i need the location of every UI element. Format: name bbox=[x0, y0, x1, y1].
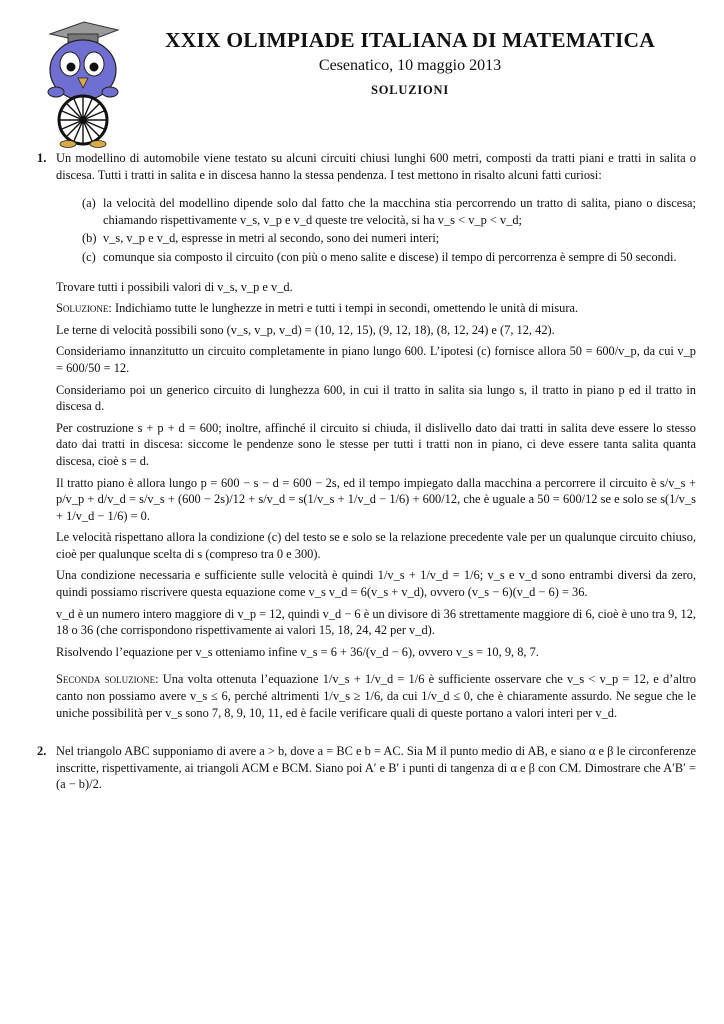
problem-2 bbox=[37, 743, 696, 793]
solution-paragraph: Il tratto piano è allora lungo p = 600 − s − d = 600 − 2s, ed il tempo impiegato dalla macchina a percorrere il circuito è s/v_s + p/v_p + d/v_d = s/v_s + (600 − 2s)/12 + s/v_d = s(1/v_s + 1/v_d − 1/6) + 600/12, che è uguale a 50 = 600/12 se e solo se s(1/v_s + 1/v_d − 1/6) = 0. bbox=[56, 475, 696, 523]
item-text: v_s, v_p e v_d, espresse in metri al secondo, sono dei numeri interi; bbox=[103, 231, 440, 246]
solution-intro: Soluzione: Indichiamo tutte le lunghezze in metri e tutti i tempi in secondi, omettendo le unità di misura. bbox=[56, 301, 579, 316]
solution-paragraph: Per costruzione s + p + d = 600; inoltre, affinché il circuito si chiuda, il dislivello dato dai tratti in salita deve essere lo stesso dato dai tratti in discesa: siccome le pendenze sono le stesse per tutti i tratti non in piano, ci deve essere tanta salita quanta discesa, cioè s = d. bbox=[56, 420, 696, 468]
problem-statement: Un modellino di automobile viene testato su alcuni circuiti chiusi lunghi 600 metri, composti da tratti piani e tratti in salita o discesa. Tutti i tratti in salita e in discesa hanno la stessa pendenza. I test mettono in risalto alcuni fatti curiosi: bbox=[56, 151, 696, 182]
item-label: (a) bbox=[82, 196, 96, 211]
problem-number: 1. bbox=[37, 151, 47, 165]
list-item bbox=[82, 230, 696, 247]
document-body bbox=[37, 150, 696, 793]
problem-1 bbox=[37, 150, 696, 721]
solution-paragraph: Le velocità rispettano allora la condizione (c) del testo se e solo se la relazione precedente vale per un qualunque circuito chiuso, cioè per qualunque scelta di s (compreso tra 0 e 300). bbox=[56, 530, 696, 561]
problem-number: 2. bbox=[37, 744, 47, 759]
solution-paragraph: Risolvendo l’equazione per v_s otteniamo infine v_s = 6 + 36/(v_d − 6), ovvero v_s = 10, 9, 8, 7. bbox=[56, 644, 539, 659]
item-text: la velocità del modellino dipende solo dal fatto che la macchina stia percorrendo un tratto di salita, piano o discesa; chiamando rispettivamente v_s, v_p e v_d queste tre velocità, si ha v_s < v_p < v_d; bbox=[103, 196, 696, 227]
solution-paragraph: Le terne di velocità possibili sono (v_s, v_p, v_d) = (10, 12, 15), (9, 12, 18), (8, 12, 24) e (7, 12, 42). bbox=[56, 322, 555, 337]
place-and-date: Cesenatico, 10 maggio 2013 bbox=[318, 57, 502, 74]
item-text: comunque sia composto il circuito (con più o meno salite e discese) il tempo di percorrenza è sempre di 50 secondi. bbox=[103, 249, 677, 264]
solutions-heading: SOLUZIONI bbox=[370, 83, 450, 97]
problem-question: Trovare tutti i possibili valori di v_s, v_p e v_d. bbox=[56, 279, 293, 294]
solution-paragraph: Consideriamo poi un generico circuito di lunghezza 600, in cui il tratto in salita sia lungo s, il tratto in piano p ed il tratto in discesa d. bbox=[56, 382, 696, 414]
competition-title: XXIX OLIMPIADE ITALIANA DI MATEMATICA bbox=[165, 28, 655, 52]
solution-label: Soluzione: bbox=[56, 301, 112, 316]
list-item bbox=[82, 195, 696, 228]
list-item bbox=[82, 249, 696, 266]
conditions-list bbox=[82, 195, 696, 265]
item-label: (b) bbox=[82, 231, 97, 246]
second-solution-label: Seconda soluzione: bbox=[56, 672, 159, 687]
second-solution: Seconda soluzione: Una volta ottenuta l’equazione 1/v_s + 1/v_d = 1/6 è sufficiente osservare che v_s < v_p = 12, e d’altro canto non possiamo avere v_s ≤ 6, perché altrimenti 1/v_s ≥ 1/6, da cui 1/v_d ≤ 0, che è chiaramente assurdo. Ne segue che le uniche possibilità per v_s sono 7, 8, 9, 10, 11, ed è facile verificare quali di queste portano a valori interi per v_d. bbox=[56, 672, 696, 720]
solution-paragraph: Una condizione necessaria e sufficiente sulle velocità è quindi 1/v_s + 1/v_d = 1/6; v_s e v_d sono entrambi diversi da zero, quindi possiamo riscrivere questa equazione come v_s v_d = 6(v_s + v_d), ovvero (v_s − 6)(v_d − 6) = 36. bbox=[56, 568, 696, 600]
problem-statement: Nel triangolo ABC supponiamo di avere a > b, dove a = BC e b = AC. Sia M il punto medio di AB, e siano α e β le circonferenze inscritte, rispettivamente, ai triangoli ACM e BCM. Siano poi A′ e B′ i punti di tangenza di α e β con CM. Dimostrare che A′B′ = (a − b)/2. bbox=[56, 744, 696, 792]
solution-paragraph: Consideriamo innanzitutto un circuito completamente in piano lungo 600. L’ipotesi (c) fornisce allora 50 = 600/v_p, da cui v_p = 600/50 = 12. bbox=[56, 344, 696, 375]
olympiad-owl-logo bbox=[38, 20, 128, 150]
solution-paragraph: v_d è un numero intero maggiore di v_p = 12, quindi v_d − 6 è un divisore di 36 strettamente maggiore di 6, cioè è uno tra 9, 12, 18 o 36 (che corrispondono rispettivamente ai valori 15, 18, 24, 42 per v_d). bbox=[56, 606, 696, 638]
page-header bbox=[130, 28, 690, 98]
item-label: (c) bbox=[82, 249, 96, 264]
